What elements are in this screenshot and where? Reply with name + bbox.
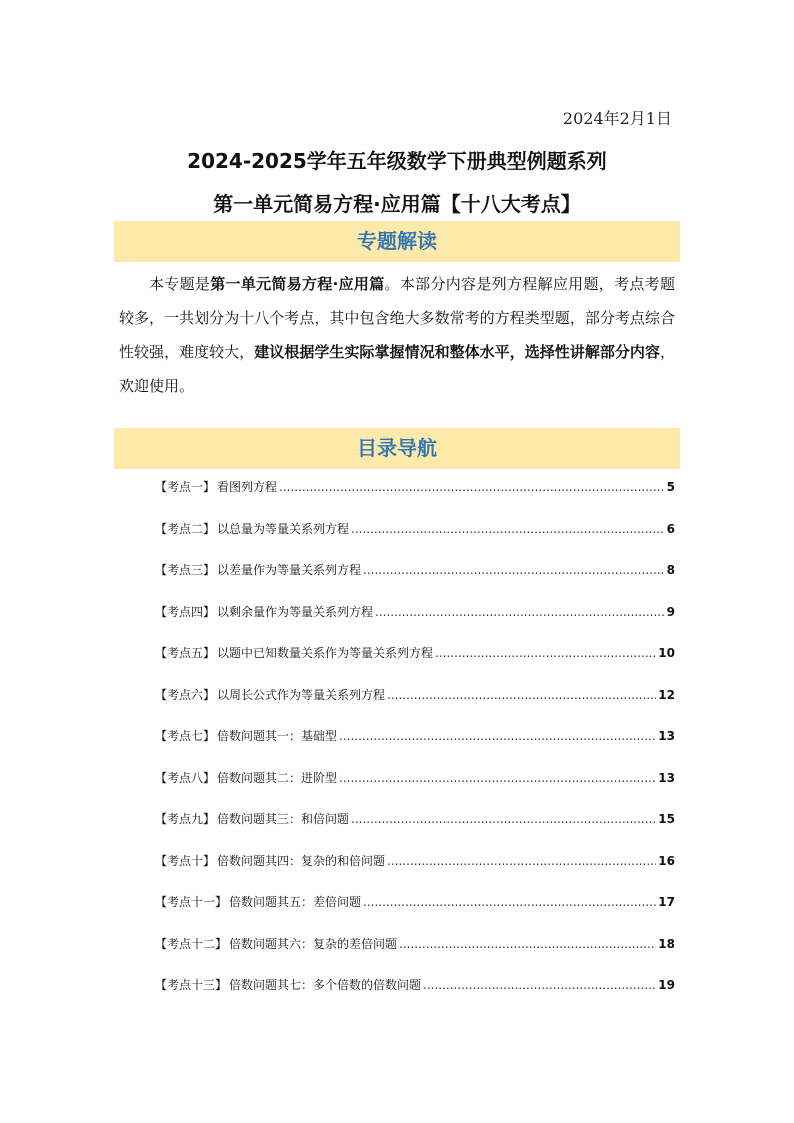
- toc-entry[interactable]: [155, 603, 675, 645]
- toc-entry-code: 【考点十】: [155, 853, 216, 868]
- intro-tail: ，欢迎使用。: [119, 343, 675, 395]
- toc-leader-dots: [435, 646, 656, 660]
- document-subtitle: 第一单元简易方程·应用篇【十八大考点】: [213, 192, 581, 216]
- toc-entry[interactable]: [155, 976, 675, 1018]
- toc-leader-dots: [363, 563, 665, 577]
- toc-entry-title: 倍数问题其五：差倍问题: [229, 895, 362, 909]
- intro-lead: 本专题是: [149, 275, 211, 293]
- toc-entry-page: 12: [658, 687, 675, 702]
- toc-entry[interactable]: [155, 561, 675, 603]
- toc-entry-code: 【考点三】: [155, 563, 216, 577]
- toc-entry-title: 倍数问题其四：复杂的和倍问题: [217, 853, 386, 868]
- section-heading-topic-intro: 专题解读: [114, 221, 680, 262]
- toc-entry-code: 【考点二】: [155, 521, 216, 536]
- toc-entry-code: 【考点十二】: [155, 936, 228, 951]
- toc-entry-page: 5: [666, 480, 675, 494]
- toc-entry-code: 【考点一】: [155, 480, 216, 494]
- toc-entry-page: 19: [658, 978, 675, 992]
- toc-entry[interactable]: [155, 893, 675, 935]
- document-title: 2024-2025学年五年级数学下册典型例题系列: [187, 149, 607, 173]
- toc-entry-page: 8: [666, 563, 675, 577]
- toc-leader-dots: [375, 605, 665, 619]
- toc-leader-dots: [423, 978, 656, 992]
- intro-bold-advice: 建议根据学生实际掌握情况和整体水平，选择性讲解部分内容: [254, 343, 660, 361]
- toc-leader-dots: [387, 688, 656, 702]
- toc-entry-title: 以差量作为等量关系列方程: [217, 563, 362, 577]
- toc-entry-code: 【考点五】: [155, 646, 216, 660]
- toc-entry[interactable]: [155, 478, 675, 520]
- toc-entry-page: 13: [658, 770, 675, 785]
- toc-entry-page: 18: [658, 936, 675, 951]
- toc-entry-title: 以剩余量作为等量关系列方程: [217, 604, 374, 619]
- toc-entry-code: 【考点十三】: [155, 978, 228, 992]
- table-of-contents: [155, 478, 675, 1018]
- toc-entry[interactable]: [155, 727, 675, 769]
- toc-entry-code: 【考点四】: [155, 604, 216, 619]
- section-heading-toc: 目录导航: [114, 428, 680, 469]
- toc-entry-title: 倍数问题其二：进阶型: [217, 770, 338, 785]
- toc-entry-code: 【考点十一】: [155, 895, 228, 909]
- toc-entry[interactable]: [155, 520, 675, 562]
- toc-entry-code: 【考点九】: [155, 812, 216, 826]
- toc-entry-code: 【考点六】: [155, 687, 216, 702]
- intro-paragraph: [119, 267, 675, 403]
- toc-entry[interactable]: [155, 852, 675, 894]
- toc-entry-title: 倍数问题其一：基础型: [217, 729, 338, 743]
- toc-entry-title: 倍数问题其六：复杂的差倍问题: [229, 936, 398, 951]
- toc-entry-title: 以总量为等量关系列方程: [217, 521, 350, 536]
- toc-entry[interactable]: [155, 686, 675, 728]
- toc-entry-code: 【考点八】: [155, 770, 216, 785]
- toc-entry-code: 【考点七】: [155, 729, 216, 743]
- toc-leader-dots: [351, 812, 656, 826]
- toc-entry-page: 17: [658, 895, 675, 909]
- toc-leader-dots: [351, 522, 665, 536]
- toc-entry[interactable]: [155, 769, 675, 811]
- intro-bold-unit: 第一单元简易方程·应用篇: [210, 275, 385, 293]
- toc-entry-title: 以题中已知数量关系作为等量关系列方程: [217, 646, 434, 660]
- toc-entry-page: 10: [658, 646, 675, 660]
- toc-entry-page: 15: [658, 812, 675, 826]
- toc-entry-page: 13: [658, 729, 675, 743]
- toc-leader-dots: [339, 771, 656, 785]
- toc-leader-dots: [279, 480, 665, 494]
- toc-entry-page: 16: [658, 853, 675, 868]
- intro-mid: 。本部分内容是列方程解应用题，考点考题较多，一共划分为十八个考点，其中包含绝大多数常考的方程类型题，部分考点综合性较强，难度较大，: [119, 275, 675, 361]
- toc-leader-dots: [339, 729, 656, 743]
- toc-entry[interactable]: [155, 810, 675, 852]
- document-date: 2024年2月1日: [562, 109, 672, 128]
- toc-entry[interactable]: [155, 644, 675, 686]
- toc-entry-title: 看图列方程: [217, 480, 278, 494]
- toc-leader-dots: [387, 854, 656, 868]
- toc-leader-dots: [399, 937, 656, 951]
- toc-entry-title: 以周长公式作为等量关系列方程: [217, 687, 386, 702]
- toc-entry-page: 9: [666, 604, 675, 619]
- toc-entry[interactable]: [155, 935, 675, 977]
- toc-entry-title: 倍数问题其三：和倍问题: [217, 812, 350, 826]
- toc-entry-title: 倍数问题其七：多个倍数的倍数问题: [229, 978, 422, 992]
- toc-leader-dots: [363, 895, 656, 909]
- toc-entry-page: 6: [666, 521, 675, 536]
